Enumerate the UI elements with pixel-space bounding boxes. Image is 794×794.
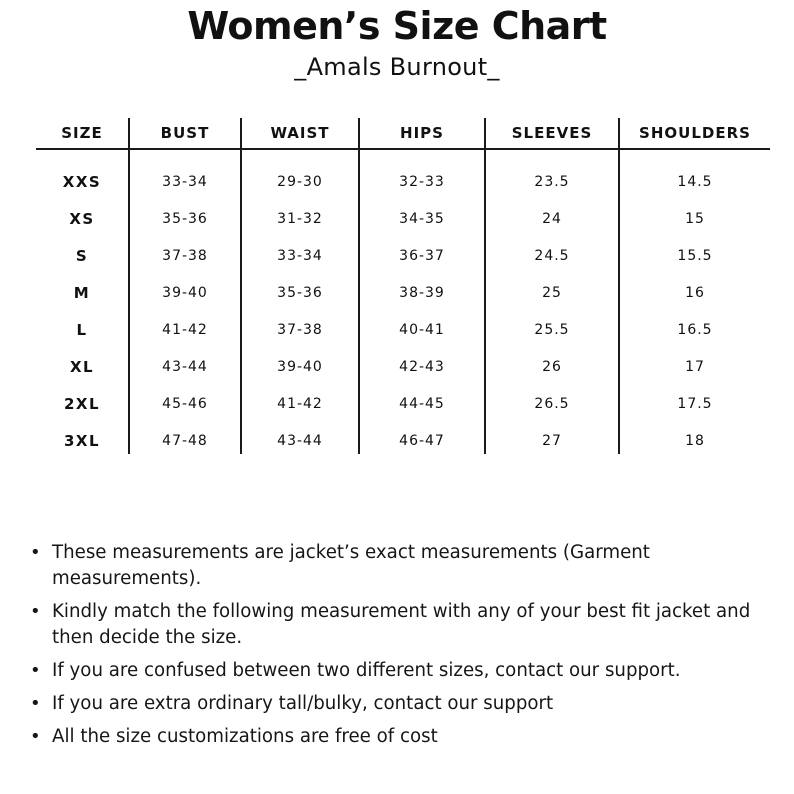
cell-size: XXS [62,173,102,191]
cell-waist: 35-36 [277,285,323,301]
table-row [36,312,770,349]
list-item [30,599,775,651]
cell-size: 2XL [63,395,101,413]
cell-waist: 29-30 [277,174,323,190]
header-waist: WAIST [270,124,330,142]
cell-sleeves: 27 [542,433,562,449]
size-chart-table [36,116,770,456]
note-text: If you are confused between two different sizes, contact our support. [52,660,681,681]
table-header-row [36,116,770,150]
list-item [30,658,775,684]
cell-size: 3XL [63,432,101,450]
header-size: SIZE [61,124,103,142]
cell-waist: 41-42 [277,396,323,412]
header-sleeves: SLEEVES [511,124,593,142]
cell-waist: 43-44 [277,433,323,449]
cell-size: XL [69,358,95,376]
cell-shoulders: 15.5 [677,248,713,264]
cell-shoulders: 14.5 [677,174,713,190]
cell-bust: 47-48 [162,433,208,449]
cell-sleeves: 23.5 [534,174,570,190]
header-shoulders: SHOULDERS [639,124,751,142]
bullet-icon: • [30,601,41,622]
cell-bust: 41-42 [162,322,208,338]
cell-hips: 38-39 [399,285,445,301]
bullet-icon: • [30,693,41,714]
cell-shoulders: 18 [685,433,705,449]
cell-sleeves: 24.5 [534,248,570,264]
cell-size: L [76,321,88,339]
cell-bust: 33-34 [162,174,208,190]
cell-waist: 37-38 [277,322,323,338]
table-row [36,238,770,275]
header-hips: HIPS [400,124,444,142]
cell-bust: 37-38 [162,248,208,264]
cell-sleeves: 24 [542,211,562,227]
note-text: All the size customizations are free of cost [52,726,438,747]
list-item [30,724,775,750]
cell-shoulders: 17 [685,359,705,375]
note-text: Kindly match the following measurement with any of your best fit jacket and then decide the size. [52,601,751,648]
list-item [30,540,775,592]
table-row [36,349,770,386]
cell-shoulders: 17.5 [677,396,713,412]
cell-sleeves: 25 [542,285,562,301]
note-text: If you are extra ordinary tall/bulky, contact our support [52,693,554,714]
table-row [36,423,770,460]
cell-size: XS [69,210,95,228]
cell-hips: 44-45 [399,396,445,412]
cell-sleeves: 26 [542,359,562,375]
cell-bust: 39-40 [162,285,208,301]
cell-shoulders: 16 [685,285,705,301]
cell-waist: 33-34 [277,248,323,264]
cell-hips: 34-35 [399,211,445,227]
notes-list [30,540,775,757]
cell-size: S [75,247,89,265]
header-bust: BUST [160,124,210,142]
table-row [36,275,770,312]
cell-shoulders: 15 [685,211,705,227]
list-item [30,691,775,717]
cell-hips: 32-33 [399,174,445,190]
cell-hips: 36-37 [399,248,445,264]
table-row [36,164,770,201]
table-row [36,386,770,423]
cell-hips: 46-47 [399,433,445,449]
cell-size: M [73,284,91,302]
cell-sleeves: 25.5 [534,322,570,338]
cell-hips: 40-41 [399,322,445,338]
cell-waist: 31-32 [277,211,323,227]
cell-waist: 39-40 [277,359,323,375]
bullet-icon: • [30,660,41,681]
bullet-icon: • [30,726,41,747]
note-text: These measurements are jacket’s exact measurements (Garment measurements). [52,542,650,589]
table-row [36,201,770,238]
page-subtitle: _Amals Burnout_ [294,53,500,81]
cell-bust: 43-44 [162,359,208,375]
cell-bust: 35-36 [162,211,208,227]
cell-sleeves: 26.5 [534,396,570,412]
cell-shoulders: 16.5 [677,322,713,338]
bullet-icon: • [30,542,41,563]
cell-bust: 45-46 [162,396,208,412]
page-title: Women’s Size Chart [187,4,607,48]
cell-hips: 42-43 [399,359,445,375]
